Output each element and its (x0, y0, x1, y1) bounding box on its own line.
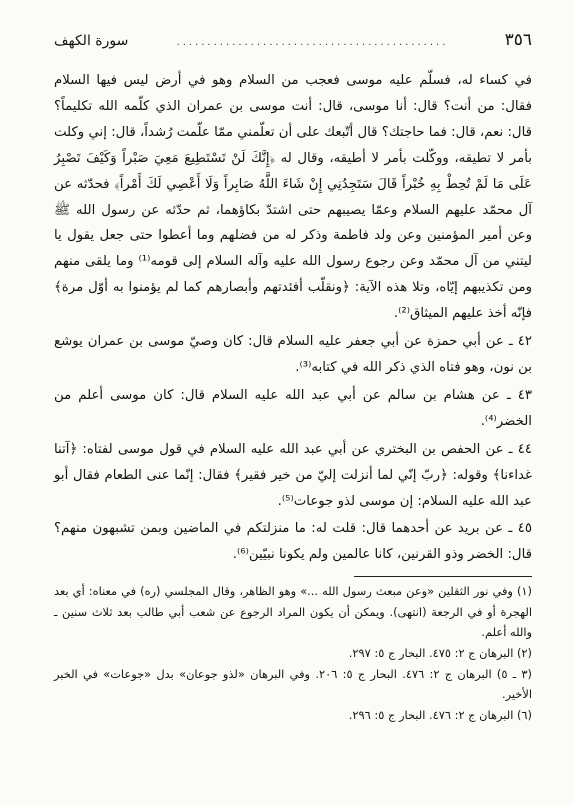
footnote-1: (١) وفي نور الثقلين «وعن مبعث رسول الله ...» وهو الظاهر، وقال المجلسي (ره) في معناه: أي بعد الهجرة أو في الرجعة (انتهى). ويمكن أن يكون المراد الرجوع عن شعب أبي طالب بعد ثلاث سنين ـ والله أعلم. (54, 584, 532, 640)
paragraph-narration-43: ٤٣ ـ عن هشام بن سالم عن أبي عبد الله عليه السلام قال: كان موسى أعلم من الخضر⁽⁴⁾. (54, 387, 532, 429)
footnote-divider (354, 576, 532, 577)
footnote-3-5: (٣ ـ ٥) البرهان ج ٢: ٤٧٦. البحار ج ٥: ٢٠٦. وفي البرهان «لذو جوعان» بدل «جوعات» في الخبر الأخير. (54, 666, 532, 702)
running-header (54, 30, 532, 56)
footnote-6: (٦) البرهان ج ٢: ٤٧٦. البحار ج ٥: ٢٩٦. (348, 707, 532, 722)
page-number: ٣٥٦ (504, 30, 532, 50)
header-leader-dots: ............................................ (176, 37, 449, 48)
paragraph-narration-42: ٤٢ ـ عن أبي حمزة عن أبي جعفر عليه السلام قال: كان وصيّ موسى بن عمران يوشع بن نون، وهو فتاه الذي ذكر الله في كتابه⁽³⁾. (54, 334, 532, 375)
footnote-2: (٢) البرهان ج ٢: ٤٧٥. البحار ج ٥: ٢٩٧. (348, 646, 532, 660)
paragraph-narration-45: ٤٥ ـ عن بريد عن أحدهما قال: قلت له: ما منزلتكم في الماضين وبمن تشبهون منهم؟ قال: الخضر وذو القرنين، كانا عالمين ولم يكونا نبيّين⁽⁶⁾. (54, 521, 532, 563)
surah-title: سورة الكهف (54, 33, 129, 49)
footnotes (54, 581, 532, 725)
paragraph-narration-44: ٤٤ ـ عن الحفص بن البختري عن أبي عبد الله عليه السلام في قول موسى لفتاه: ﴿آتنا غداءنا﴾ وقوله: ﴿ربّ إنّي لما أنزلت إليّ من خير فقير﴾ فقال: إنّما عنى الطعام فقال أبو عبد الله عليه السلام: إن موسى لذو جوعات⁽⁵⁾. (54, 441, 532, 509)
main-text (54, 68, 532, 568)
paragraph-narration-41: في كساء له، فسلّم عليه موسى فعجب من السلام وهو في أرض ليس فيها السلام فقال: من أنت؟ قال: أنا موسى، قال: أنت موسى بن عمران الذي كلّمه الله تكليماً؟ قال: نعم، قال: فما حاجتك؟ قال أتّبعك على أن تعلّمني ممّا علّمت رُشداً، قال: إني وكلت بأمر لا تطيقه، ووكّلت بأمر لا أطيقه، وقال له ﴿إِنَّكَ لَنْ تَسْتَطِيعَ مَعِيَ صَبْراً وَكَيْفَ تَصْبِرُ عَلَى مَا لَمْ تُحِطْ بِهِ خُبْراً قَالَ سَتَجِدُنِي إِنْ شَاءَ اللَّهُ صَابِراً وَلَا أَعْصِي لَكَ أَمْراً﴾ فحدّثه عن آل محمّد عليهم السلام وعمّا يصيبهم حتى اشتدّ بكاؤهما، ثم حدّثه عن رسول الله ﷺ وعن أمير المؤمنين وعن ولد فاطمة وذكر له من فضلهم وما أعطوا حتى جعل يقول يا ليتني من آل محمّد وعن رجوع رسول الله عليه وآله السلام إلى قومه⁽¹⁾ وما يلقى منهم ومن تكذيبهم إيّاه، وتلا هذه الآية: ﴿ونقلّب أفئدتهم وأبصارهم كما لم يؤمنوا به أوّل مرة﴾ فإنّه أخذ عليهم الميثاق⁽²⁾. (54, 73, 532, 322)
